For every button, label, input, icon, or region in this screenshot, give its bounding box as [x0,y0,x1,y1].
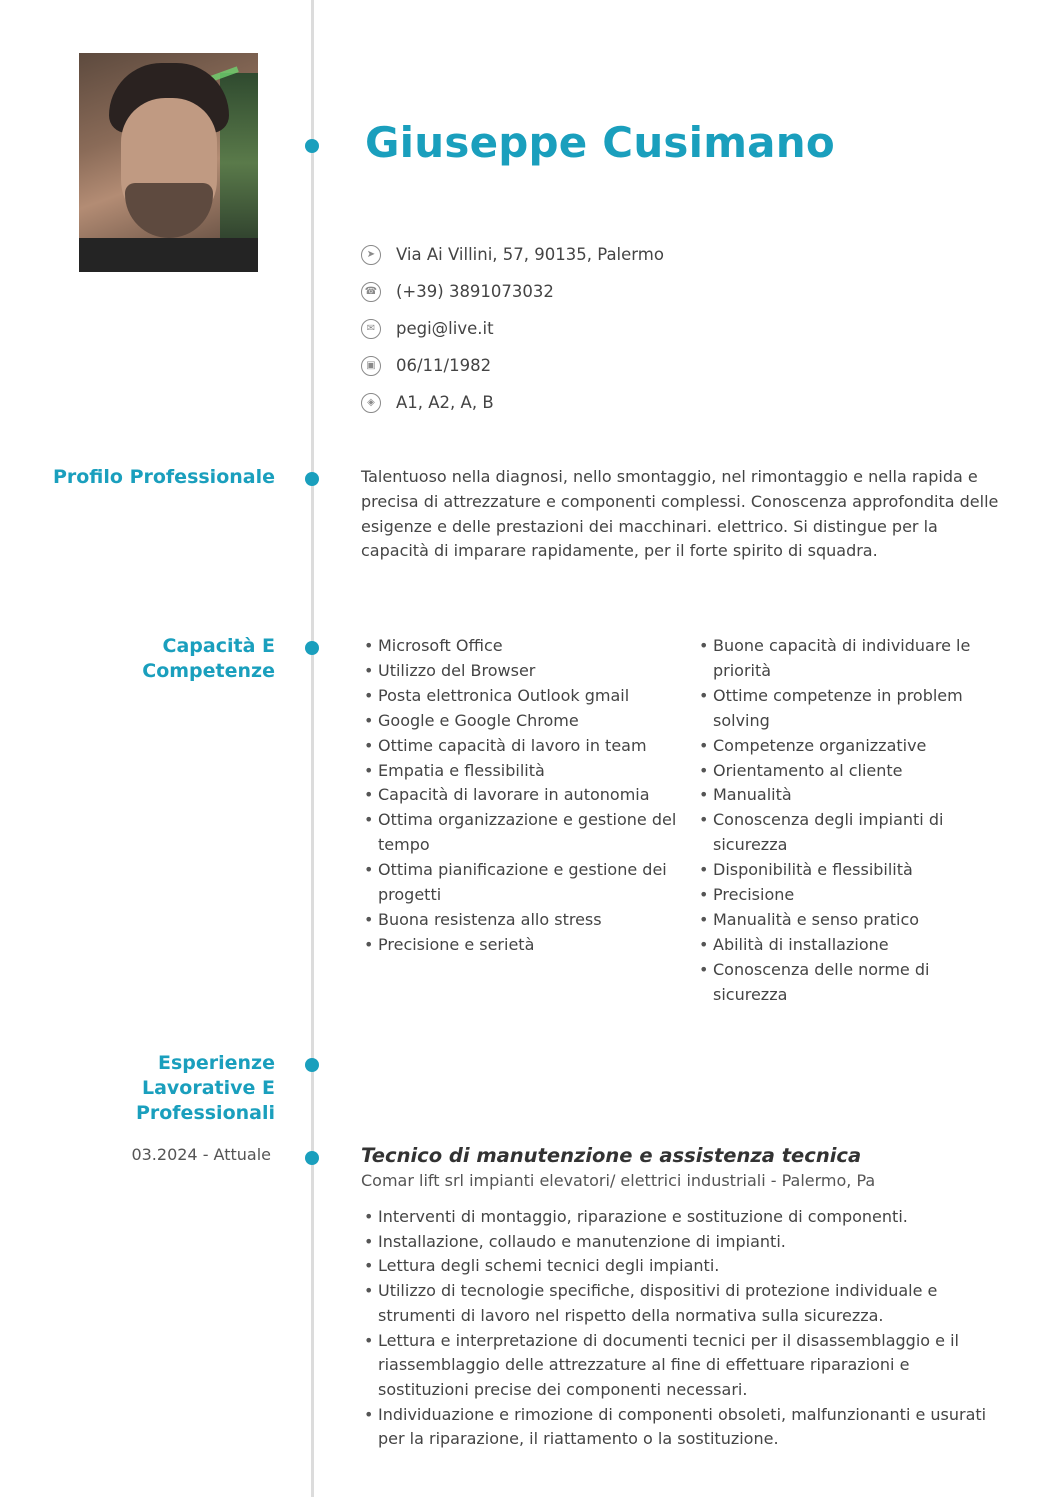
profile-text: Talentuoso nella diagnosi, nello smontaggio, nel rimontaggio e nella rapida e precisa di attrezzature e componenti complessi. Conoscenza approfondita delle esigenze e delle prestazioni dei macchinari. elettrico. Si distingue per la capacità di imparare rapidamente, per il forte spirito di squadra. [361,467,999,561]
skill-item: • Ottima pianificazione e gestione dei progetti [361,858,686,908]
birthday-icon: ▣ [361,356,381,376]
skill-item: • Posta elettronica Outlook gmail [361,684,686,709]
timeline-dot-profile [305,472,319,486]
contact-address [361,236,664,273]
skills-title-line: Capacità E [162,635,275,657]
skill-item: • Buona resistenza allo stress [361,908,686,933]
contact-driving-license [361,384,664,421]
job-title: Tecnico di manutenzione e assistenza tecnica [361,1144,862,1167]
profile-photo [79,53,258,272]
candidate-name: Giuseppe Cusimano [365,118,835,167]
skill-item: • Precisione e serietà [361,933,686,958]
skill-item: • Capacità di lavorare in autonomia [361,783,686,808]
profile-section-title: Profilo Professionale [52,466,275,488]
skill-item: • Competenze organizzative [696,734,1001,759]
contact-text: pegi@live.it [396,319,494,338]
contact-birthdate [361,347,664,384]
experience-title-line: Professionali [135,1102,275,1124]
timeline-dot-name [305,139,319,153]
email-icon: ✉ [361,319,381,339]
duty-item: • Lettura degli schemi tecnici degli impianti. [361,1254,1001,1279]
duty-item: • Interventi di montaggio, riparazione e sostituzione di componenti. [361,1205,1001,1230]
skill-item: • Empatia e flessibilità [361,759,686,784]
timeline-dot-experience [305,1058,319,1072]
timeline-line [311,0,314,1497]
skill-item: • Orientamento al cliente [696,759,1001,784]
job-company: Comar lift srl impianti elevatori/ elettrici industriali - Palermo, Pa [361,1171,876,1190]
contact-list [361,236,664,421]
experience-section-title [136,1051,275,1126]
contact-text: Via Ai Villini, 57, 90135, Palermo [396,245,664,264]
contact-phone [361,273,664,310]
skill-item: • Conoscenza degli impianti di sicurezza [696,808,1001,858]
skill-item: • Manualità [696,783,1001,808]
duty-item: • Individuazione e rimozione di componenti obsoleti, malfunzionanti e usurati per la riparazione, il riattamento o la sostituzione. [361,1403,1001,1452]
skill-item: • Conoscenza delle norme di sicurezza [696,958,1001,1008]
duty-item: • Utilizzo di tecnologie specifiche, dispositivi di protezione individuale e strumenti di lavoro nel rispetto della normativa sulla sicurezza. [361,1279,1001,1328]
skills-list-right [696,634,1001,1008]
experience-title-line: Lavorative E [141,1077,275,1099]
skill-item: • Microsoft Office [361,634,686,659]
skill-item: • Manualità e senso pratico [696,908,1001,933]
car-icon: ◈ [361,393,381,413]
skill-item: • Buone capacità di individuare le priorità [696,634,1001,684]
experience-title-line: Esperienze [157,1052,275,1074]
contact-email [361,310,664,347]
skill-item: • Google e Google Chrome [361,709,686,734]
timeline-dot-job [305,1151,319,1165]
contact-text: (+39) 3891073032 [396,282,554,301]
job-date: 03.2024 - Attuale [131,1145,271,1164]
contact-text: 06/11/1982 [396,356,492,375]
phone-icon: ☎ [361,282,381,302]
job-duties-list [361,1205,1001,1452]
skill-item: • Ottime competenze in problem solving [696,684,1001,734]
skills-section-title [142,634,275,684]
skill-item: • Utilizzo del Browser [361,659,686,684]
skill-item: • Ottima organizzazione e gestione del tempo [361,808,686,858]
duty-item: • Lettura e interpretazione di documenti tecnici per il disassemblaggio e il riassemblaggio delle attrezzature al fine di effettuare riparazioni e sostituzioni precise dei componenti necessari. [361,1329,1001,1403]
duty-item: • Installazione, collaudo e manutenzione di impianti. [361,1230,1001,1255]
contact-text: A1, A2, A, B [396,393,494,412]
skill-item: • Precisione [696,883,1001,908]
skill-item: • Ottime capacità di lavoro in team [361,734,686,759]
skills-list-left [361,634,686,958]
timeline-dot-skills [305,641,319,655]
location-icon: ➤ [361,245,381,265]
skills-title-line: Competenze [142,660,275,682]
skill-item: • Disponibilità e flessibilità [696,858,1001,883]
skill-item: • Abilità di installazione [696,933,1001,958]
